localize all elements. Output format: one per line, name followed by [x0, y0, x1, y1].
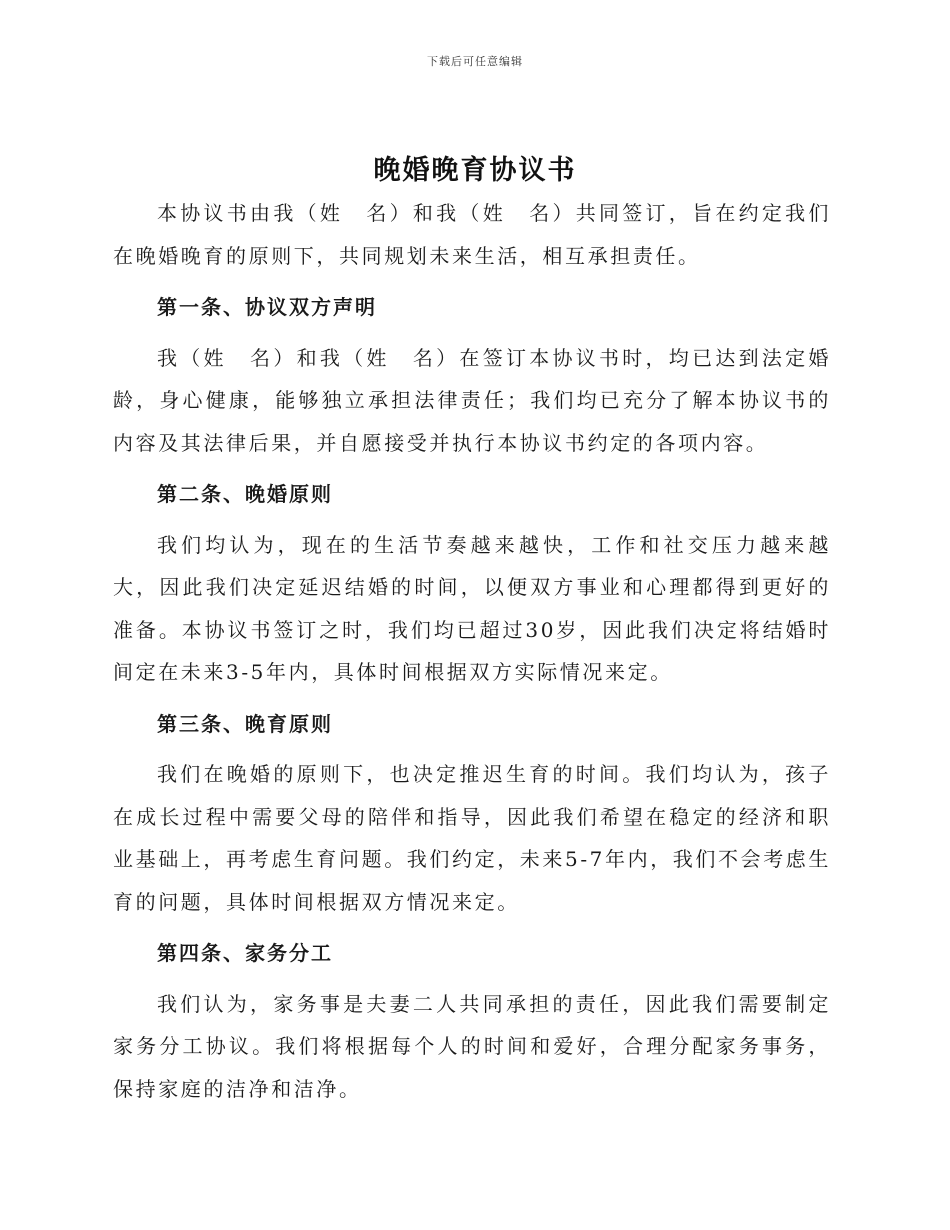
section-heading-1: 第一条、协议双方声明: [157, 295, 377, 319]
section-heading-4: 第四条、家务分工: [157, 941, 333, 965]
section-body-4: 我们认为，家务事是夫妻二人共同承担的责任，因此我们需要制定家务分工协议。我们将根据每个人的时间和爱好，合理分配家务事务，保持家庭的洁净和洁净。: [113, 991, 831, 1101]
section-body-3: 我们在晚婚的原则下，也决定推迟生育的时间。我们均认为，孩子在成长过程中需要父母的陪伴和指导，因此我们希望在稳定的经济和职业基础上，再考虑生育问题。我们约定，未来5-7年内，我们不会考虑生育的问题，具体时间根据双方情况来定。: [113, 762, 832, 914]
document-title: 晚婚晚育协议书: [373, 155, 577, 186]
section-body-1: 我（姓 名）和我（姓 名）在签订本协议书时，均已达到法定婚龄，身心健康，能够独立承担法律责任；我们均已充分了解本协议书的内容及其法律后果，并自愿接受并执行本协议书约定的各项内容。: [113, 345, 831, 455]
page-header-note: 下载后可任意编辑: [427, 55, 523, 68]
section-heading-3: 第三条、晚育原则: [157, 711, 333, 736]
document-body: [113, 192, 831, 1110]
section-body-2: 我们均认为，现在的生活节奏越来越快，工作和社交压力越来越大，因此我们决定延迟结婚的时间，以便双方事业和心理都得到更好的准备。本协议书签订之时，我们均已超过30岁，因此我们决定将结婚时间定在未来3-5年内，具体时间根据双方实际情况来定。: [113, 532, 831, 684]
section-heading-2: 第二条、晚婚原则: [157, 482, 333, 506]
intro-paragraph: 本协议书由我（姓 名）和我（姓 名）共同签订，旨在约定我们在晚婚晚育的原则下，共同规划未来生活，相互承担责任。: [113, 201, 831, 268]
